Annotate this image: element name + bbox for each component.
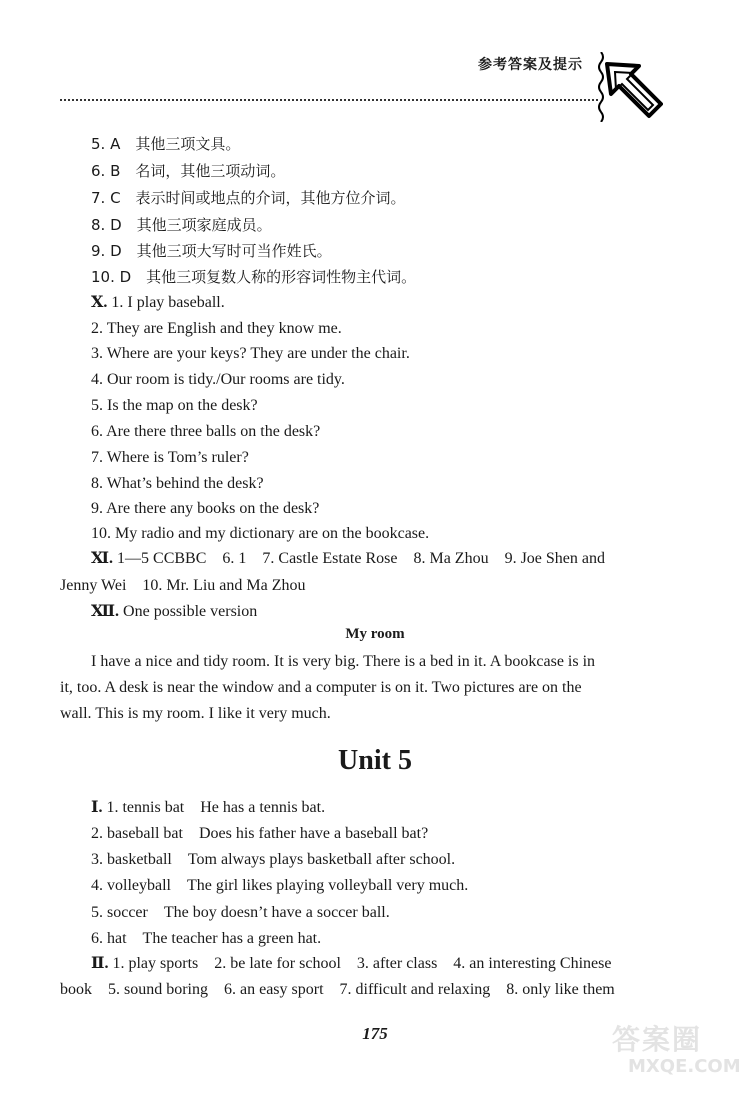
answer-line: 2. They are English and they know me. [91, 320, 342, 337]
answer-line: 1—5 CCBBC 6. 1 7. Castle Estate Rose 8. Ma Zhou 9. Joe Shen and [117, 550, 606, 567]
answer-line: 7. C 表示时间或地点的介词，其他方位介词。 [91, 189, 406, 207]
answer-line: 1. tennis bat He has a tennis bat. [106, 799, 326, 816]
answer-line: 2. baseball bat Does his father have a baseball bat? [91, 825, 429, 842]
answer-line: 1. I play baseball. [111, 294, 225, 311]
answer-line: 9. D 其他三项大写时可当作姓氏。 [91, 242, 332, 260]
watermark-logo: 答案圈 [612, 1023, 703, 1056]
header-title: 参考答案及提示 [478, 57, 583, 73]
answer-line: 5. A 其他三项文具。 [91, 135, 241, 153]
answer-line: 6. hat The teacher has a green hat. [91, 930, 322, 947]
answer-line: 9. Are there any books on the desk? [91, 500, 320, 517]
answer-line: Jenny Wei 10. Mr. Liu and Ma Zhou [60, 577, 306, 594]
answer-line: 3. basketball Tom always plays basketball after school. [91, 851, 456, 868]
essay-line: I have a nice and tidy room. It is very big. There is a bed in it. A bookcase is in [91, 653, 596, 670]
section-x-label: Ⅹ. [91, 294, 108, 311]
answer-line: 6. B 名词，其他三项动词。 [91, 162, 286, 180]
answer-line: 1. play sports 2. be late for school 3. after class 4. an interesting Chinese [112, 955, 612, 972]
dotted-rule [60, 99, 598, 101]
answer-line: 10. D 其他三项复数人称的形容词性物主代词。 [91, 268, 417, 286]
section-xii-label: Ⅻ. [91, 603, 120, 620]
answer-line: 5. soccer The boy doesn’t have a soccer ball. [91, 904, 390, 921]
essay-line: it, too. A desk is near the window and a computer is on it. Two pictures are on the [60, 679, 582, 696]
answer-line: 10. My radio and my dictionary are on the bookcase. [91, 525, 430, 542]
answer-line: 4. volleyball The girl likes playing volleyball very much. [91, 877, 469, 894]
answer-line: 3. Where are your keys? They are under the chair. [91, 345, 410, 362]
section-xii-text: One possible version [123, 603, 258, 620]
answer-line: 4. Our room is tidy./Our rooms are tidy. [91, 371, 345, 388]
section-i-label: Ⅰ. [91, 799, 103, 816]
section-xi-label: Ⅺ. [91, 550, 114, 567]
essay-line: wall. This is my room. I like it very much. [60, 705, 331, 722]
essay-title: My room [345, 626, 405, 642]
watermark-url: MXQE.COM [628, 1056, 741, 1077]
unit-title: Unit 5 [338, 745, 412, 776]
arrow-icon [605, 62, 663, 120]
answer-line: 7. Where is Tom’s ruler? [91, 449, 249, 466]
section-ii-label: Ⅱ. [91, 955, 109, 972]
answer-line: book 5. sound boring 6. an easy sport 7. difficult and relaxing 8. only like them [60, 981, 615, 998]
page-number: 175 [362, 1024, 388, 1043]
answer-line: 8. What’s behind the desk? [91, 475, 264, 492]
answer-line: 8. D 其他三项家庭成员。 [91, 216, 272, 234]
answer-line: 5. Is the map on the desk? [91, 397, 258, 414]
answer-line: 6. Are there three balls on the desk? [91, 423, 321, 440]
